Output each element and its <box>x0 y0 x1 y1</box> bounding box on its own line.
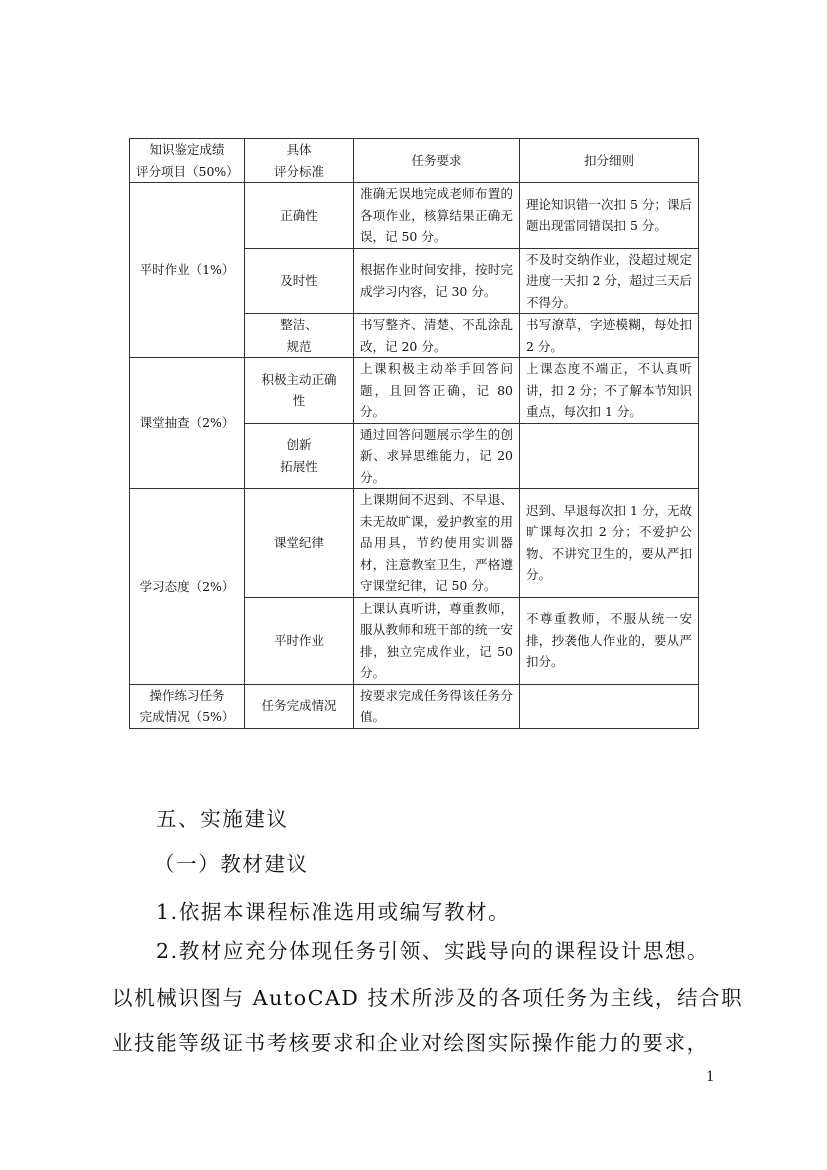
requirement-cell: 准确无误地完成老师布置的各项作业，核算结果正确无误，记 50 分。 <box>354 183 520 249</box>
header-requirement: 任务要求 <box>354 139 520 183</box>
requirement-cell: 通过回答问题展示学生的创新、求异思维能力，记 20 分。 <box>354 423 520 489</box>
header-item: 知识鉴定成绩 评分项目（50%） <box>130 139 245 183</box>
deduction-cell: 上课态度不端正，不认真听讲，扣 2 分；不了解本节知识重点，每次扣 1 分。 <box>520 358 699 424</box>
requirement-cell: 书写整齐、清楚、不乱涂乱改，记 20 分。 <box>354 314 520 358</box>
deduction-cell: 迟到、早退每次扣 1 分，无故旷课每次扣 2 分；不爱护公物、不讲究卫生的，要从严扣分。 <box>520 489 699 598</box>
item-cell: 学习态度（2%） <box>130 489 245 685</box>
paragraph-2-line-3: 业技能等级证书考核要求和企业对绘图实际操作能力的要求， <box>112 1031 709 1055</box>
requirement-cell: 上课认真听讲，尊重教师，服从教师和班干部的统一安排，独立完成作业，记 50 分。 <box>354 597 520 684</box>
deduction-cell <box>520 684 699 728</box>
grading-table <box>129 138 699 729</box>
requirement-cell: 根据作业时间安排，按时完成学习内容，记 30 分。 <box>354 248 520 314</box>
deduction-cell: 理论知识错一次扣 5 分；课后题出现雷同错误扣 5 分。 <box>520 183 699 249</box>
deduction-cell <box>520 423 699 489</box>
deduction-cell: 不尊重教师，不服从统一安排，抄袭他人作业的，要从严扣分。 <box>520 597 699 684</box>
standard-cell: 创新 拓展性 <box>245 423 354 489</box>
standard-cell: 正确性 <box>245 183 354 249</box>
table-row <box>130 358 699 424</box>
item-cell: 操作练习任务 完成情况（5%） <box>130 684 245 728</box>
table-row <box>130 684 699 728</box>
paragraph-1: 1.依据本课程标准选用或编写教材。 <box>156 900 511 924</box>
header-deduction: 扣分细则 <box>520 139 699 183</box>
paragraph-2-line-2: 以机械识图与 AutoCAD 技术所涉及的各项任务为主线，结合职 <box>112 986 744 1010</box>
header-standard: 具体 评分标准 <box>245 139 354 183</box>
standard-cell: 积极主动正确 性 <box>245 358 354 424</box>
table-row <box>130 183 699 249</box>
table-row <box>130 489 699 598</box>
section-heading: 五、实施建议 <box>156 807 289 831</box>
deduction-cell: 书写潦草，字迹模糊，每处扣 2 分。 <box>520 314 699 358</box>
deduction-cell: 不及时交纳作业，没超过规定进度一天扣 2 分，超过三天后不得分。 <box>520 248 699 314</box>
standard-cell: 及时性 <box>245 248 354 314</box>
table-header-row <box>130 139 699 183</box>
page-number: 1 <box>706 1068 714 1085</box>
subsection-heading: （一）教材建议 <box>154 852 309 876</box>
standard-cell: 整洁、 规范 <box>245 314 354 358</box>
requirement-cell: 上课积极主动举手回答问题，且回答正确，记 80 分。 <box>354 358 520 424</box>
requirement-cell: 上课期间不迟到、不早退、未无故旷课，爱护教室的用品用具，节约使用实训器材，注意教室卫生，严格遵守课堂纪律，记 50 分。 <box>354 489 520 598</box>
item-cell: 课堂抽查（2%） <box>130 358 245 489</box>
standard-cell: 平时作业 <box>245 597 354 684</box>
standard-cell: 任务完成情况 <box>245 684 354 728</box>
requirement-cell: 按要求完成任务得该任务分值。 <box>354 684 520 728</box>
paragraph-2-line-1: 2.教材应充分体现任务引领、实践导向的课程设计思想。 <box>156 939 710 963</box>
item-cell: 平时作业（1%） <box>130 183 245 358</box>
standard-cell: 课堂纪律 <box>245 489 354 598</box>
